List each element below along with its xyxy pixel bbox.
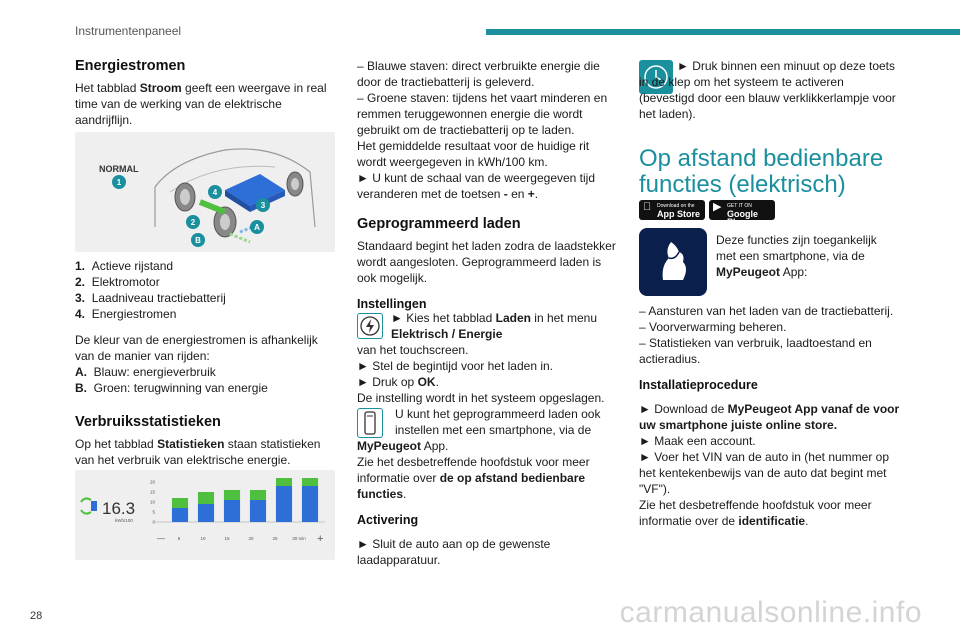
legend-item: 2. Elektromotor [75, 275, 160, 289]
install-step-3: ► Voer het VIN van de auto in (het nummer op het kentekenbewijs van de auto dat begint met "VF"). [639, 450, 890, 496]
marker-4: 4 [212, 188, 218, 197]
feature-item: – Voorverwarming beheren. [639, 320, 787, 334]
section-label: Instrumentenpaneel [75, 24, 182, 38]
apple-icon [643, 203, 651, 211]
car-diagram [75, 132, 335, 252]
x-tick-label: 5 [177, 536, 181, 541]
peugeot-app-icon [639, 228, 707, 296]
marker-3: 3 [260, 201, 266, 210]
column-1 [75, 58, 335, 128]
average-line: Het gemiddelde resultaat voor de huidige rit wordt weergegeven in kWh/100 km. [357, 139, 590, 169]
mode-label: NORMAL [99, 164, 139, 174]
google-play-badge[interactable]: ▶ GET IT ON Google Play [709, 200, 775, 220]
scheduled-charge-text: Standaard begint het laden zodra de laadstekker wordt aangesloten. Geprogrammeerd laden is ook mogelijk. [357, 239, 616, 285]
feature-item: – Statistieken van verbruik, laadtoestand en actieradius. [639, 336, 872, 366]
phone-note-text: U kunt het geprogrammeerd laden ook instellen met een smartphone, via de [395, 407, 601, 437]
bar-blue [172, 508, 188, 522]
marker-a: A [254, 223, 260, 232]
plug-icon [81, 498, 97, 513]
energy-intro: Het tabblad Stroom geeft een weergave in real time van de werking van de elektrische aandrijflijn. [75, 81, 327, 127]
plus-key: + [317, 533, 324, 545]
legend-item: 1. Actieve rijstand [75, 259, 174, 273]
column-2 [357, 58, 619, 312]
stats-title: Verbruiksstatistieken [75, 414, 221, 430]
settings-saved: De instelling wordt in het systeem opgeslagen. [357, 391, 605, 405]
header-accent-bar [486, 29, 960, 35]
install-step-4: Zie het desbetreffende hoofdstuk voor meer informatie over de identificatie. [639, 498, 872, 528]
x-tick-label: 30 min [292, 536, 306, 541]
watermark: carmanualsonline.info [619, 596, 922, 629]
activation-text: ► Sluit de auto aan op de gewenste laadapparatuur. [357, 537, 551, 567]
x-tick-label: 15 [224, 536, 230, 541]
battery-graphic [225, 174, 285, 212]
bar-green [250, 490, 266, 500]
legend-list [75, 258, 335, 322]
settings-step-2: ► Stel de begintijd voor het laden in. [357, 359, 554, 373]
marker-2: 2 [190, 218, 196, 227]
marker-b: B [195, 236, 201, 245]
minus-key: — [157, 534, 165, 543]
bar-green [224, 490, 240, 500]
y-tick-label: 0 [152, 519, 155, 525]
bar-blue [198, 504, 214, 522]
settings-step-3: ► Druk op OK. [357, 375, 439, 389]
color-intro: De kleur van de energiestromen is afhankelijk van de manier van rijden: [75, 333, 318, 363]
bar-green [172, 498, 188, 508]
column-3 [639, 58, 901, 198]
stats-intro: Op het tabblad Statistieken staan statistieken van het verbruik van elektrische energie. [75, 437, 321, 467]
app-intro: Deze functies zijn toegankelijk met een smartphone, via de MyPeugeot App: [716, 233, 877, 279]
app-store-badge[interactable]: Download on the App Store [639, 200, 705, 220]
energy-flow-figure [75, 132, 335, 252]
legend-item: 3. Laadniveau tractiebatterij [75, 291, 226, 305]
stats-figure [75, 470, 335, 560]
install-step-1: ► Download de MyPeugeot App vanaf de voor uw smartphone juiste online store. [639, 402, 900, 432]
column-3-lower [639, 303, 901, 529]
color-legend-item: A. Blauw: energieverbruik [75, 365, 216, 379]
activation-title: Activering [357, 513, 419, 527]
settings-title: Instellingen [357, 297, 427, 311]
bar-blue [224, 500, 240, 522]
legend-item: 4. Energiestromen [75, 307, 177, 321]
remote-functions-title-2: functies (elektrisch) [639, 171, 846, 198]
peugeot-lion-logo [639, 228, 707, 296]
x-tick-label: 20 [248, 536, 254, 541]
x-tick-label: 10 [200, 536, 206, 541]
phone-note-more: Zie het desbetreffende hoofdstuk voor meer informatie over de op afstand bedienbare functies. [357, 455, 590, 501]
marker-1: 1 [116, 178, 122, 187]
remote-functions-title-1: Op afstand bedienbare [639, 145, 884, 172]
bar-green [276, 478, 292, 486]
bar-blue [250, 500, 266, 522]
bar-blue [302, 486, 318, 522]
x-tick-label: 25 [272, 536, 278, 541]
settings-step-1: ► Kies het tabblad Laden in het menu Elektrisch / Energie [391, 311, 597, 341]
phone-note-app: MyPeugeot App. [357, 439, 449, 453]
bar-green [198, 492, 214, 504]
column-1-lower [75, 258, 335, 468]
y-tick-label: 20 [149, 479, 155, 485]
feature-item: – Aansturen van het laden van de tractiebatterij. [639, 304, 894, 318]
phone-note [357, 406, 619, 568]
energy-title: Energiestromen [75, 58, 186, 74]
install-step-2: ► Maak een account. [639, 434, 756, 448]
readout-value: 16.3 [102, 499, 136, 518]
blue-bars-line: – Blauwe staven: direct verbruikte energie die door de tractiebatterij is geleverd. [357, 59, 600, 89]
color-legend-item: B. Groen: terugwinning van energie [75, 381, 268, 395]
install-title: Installatieprocedure [639, 378, 758, 392]
scale-line: ► U kunt de schaal van de weergegeven tijd veranderen met de toetsen - en +. [357, 171, 596, 201]
y-tick-label: 15 [149, 489, 155, 495]
bar-blue [276, 486, 292, 522]
y-tick-label: 5 [152, 509, 155, 515]
readout-unit: kWh/100 [115, 518, 133, 523]
bar-green [302, 478, 318, 486]
green-bars-line: – Groene staven: tijdens het vaart minderen en remmen teruggewonnen energie die wordt gebruikt om de tractiebatterij op te laden. [357, 91, 608, 137]
stats-chart [75, 470, 335, 560]
scheduled-charge-title: Geprogrammeerd laden [357, 216, 521, 232]
press-button-text: ► Druk binnen een minuut op deze toets in de klep om het systeem te activeren (bevestigd door een blauw verklikkerlampje voor het laden). [639, 59, 896, 121]
page-number: 28 [30, 610, 43, 622]
y-tick-label: 10 [149, 499, 155, 505]
settings-step-1-cont: van het touchscreen. [357, 343, 469, 357]
play-icon: ▶ [713, 201, 722, 213]
settings-block [357, 310, 619, 406]
